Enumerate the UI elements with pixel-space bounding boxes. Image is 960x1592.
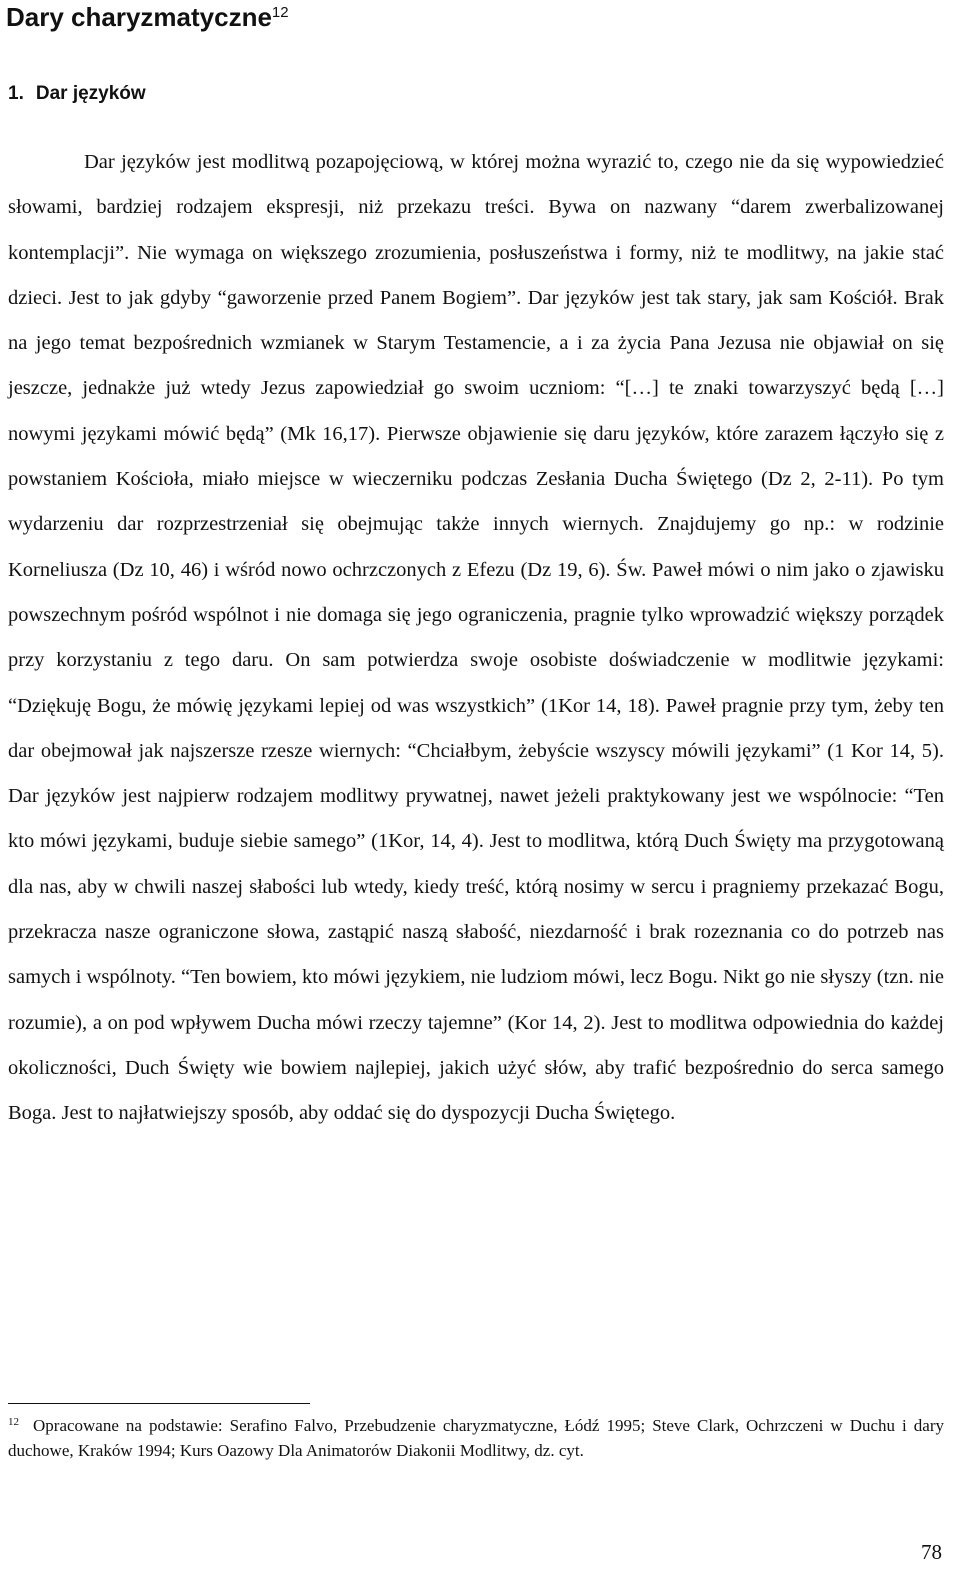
footnote (8, 1414, 944, 1463)
footnote-text: Opracowane na podstawie: Serafino Falvo, Przebudzenie charyzmatyczne, Łódź 1995; Steve Clark, Ochrzczeni w Duchu i dary duchowe, Kraków 1994; Kurs Oazowy Dla Animatorów Diakonii Modlitwy, dz. cyt. (8, 1416, 944, 1460)
page-number: 78 (921, 1540, 942, 1564)
page-title-text: Dary charyzmatyczne (6, 2, 272, 32)
body-paragraph: Dar języków jest modlitwą pozapojęciową, w której można wyrazić to, czego nie da się wypowiedzieć słowami, bardziej rodzajem ekspresji, niż przekazu treści. Bywa on nazwany “darem zwerbalizowanej kontemplacji”. Nie wymaga on większego zrozumienia, posłuszeństwa i formy, niż te modlitwy, na jakie stać dzieci. Jest to jak gdyby “gaworzenie przed Panem Bogiem”. Dar języków jest tak stary, jak sam Kościół. Brak na jego temat bezpośrednich wzmianek w Starym Testamencie, a i za życia Pana Jezusa nie objawiał on się jeszcze, jednakże już wtedy Jezus zapowiedział go swoim uczniom: “[…] te znaki towarzyszyć będą […] nowymi językami mówić będą” (Mk 16,17). Pierwsze objawienie się daru języków, które zarazem łączyło się z powstaniem Kościoła, miało miejsce w wieczerniku podczas Zesłania Ducha Świętego (Dz 2, 2-11). Po tym wydarzeniu dar rozprzestrzeniał się obejmując także innych wiernych. Znajdujemy go np.: w rodzinie Korneliusza (Dz 10, 46) i wśród nowo ochrzczonych z Efezu (Dz 19, 6). Św. Paweł mówi o nim jako o zjawisku powszechnym pośród wspólnot i nie domaga się jego ograniczenia, pragnie tylko wprowadzić większy porządek przy korzystaniu z tego daru. On sam potwierdza swoje osobiste doświadczenie w modlitwie językami: “Dziękuję Bogu, że mówię językami lepiej od was wszystkich” (1Kor 14, 18). Paweł pragnie przy tym, żeby ten dar obejmował jak najszersze rzesze wiernych: “Chciałbym, żebyście wszyscy mówili językami” (1 Kor 14, 5). Dar języków jest najpierw rodzajem modlitwy prywatnej, nawet jeżeli praktykowany jest we wspólnocie: “Ten kto mówi językami, buduje siebie samego” (1Kor, 14, 4). Jest to modlitwa, którą Duch Święty ma przygotowaną dla nas, aby w chwili naszej słabości lub wtedy, kiedy treść, którą nosimy w sercu i pragniemy przekazać Bogu, przekracza nasze ograniczone słowa, zastąpić naszą słabość, niezdarność i brak rozeznania co do potrzeb nas samych i wspólnoty. “Ten bowiem, kto mówi językiem, nie ludziom mówi, lecz Bogu. Nikt go nie słyszy (tzn. nie rozumie), a on pod wpływem Ducha mówi rzeczy tajemne” (Kor 14, 2). Jest to modlitwa odpowiednia do każdej okoliczności, Duch Święty wie bowiem najlepiej, jakich użyć słów, aby trafić bezpośrednio do serca samego Boga. Jest to najłatwiejszy sposób, aby oddać się do dyspozycji Ducha Świętego. (8, 151, 944, 1125)
section-heading (8, 80, 146, 108)
section-number: 1. (8, 83, 24, 104)
footnote-number: 12 (8, 1416, 19, 1428)
section-heading-text: Dar języków (35, 83, 146, 104)
page-title (6, 0, 289, 34)
footnote-divider (8, 1403, 310, 1404)
title-footnote-ref[interactable]: 12 (271, 4, 289, 21)
